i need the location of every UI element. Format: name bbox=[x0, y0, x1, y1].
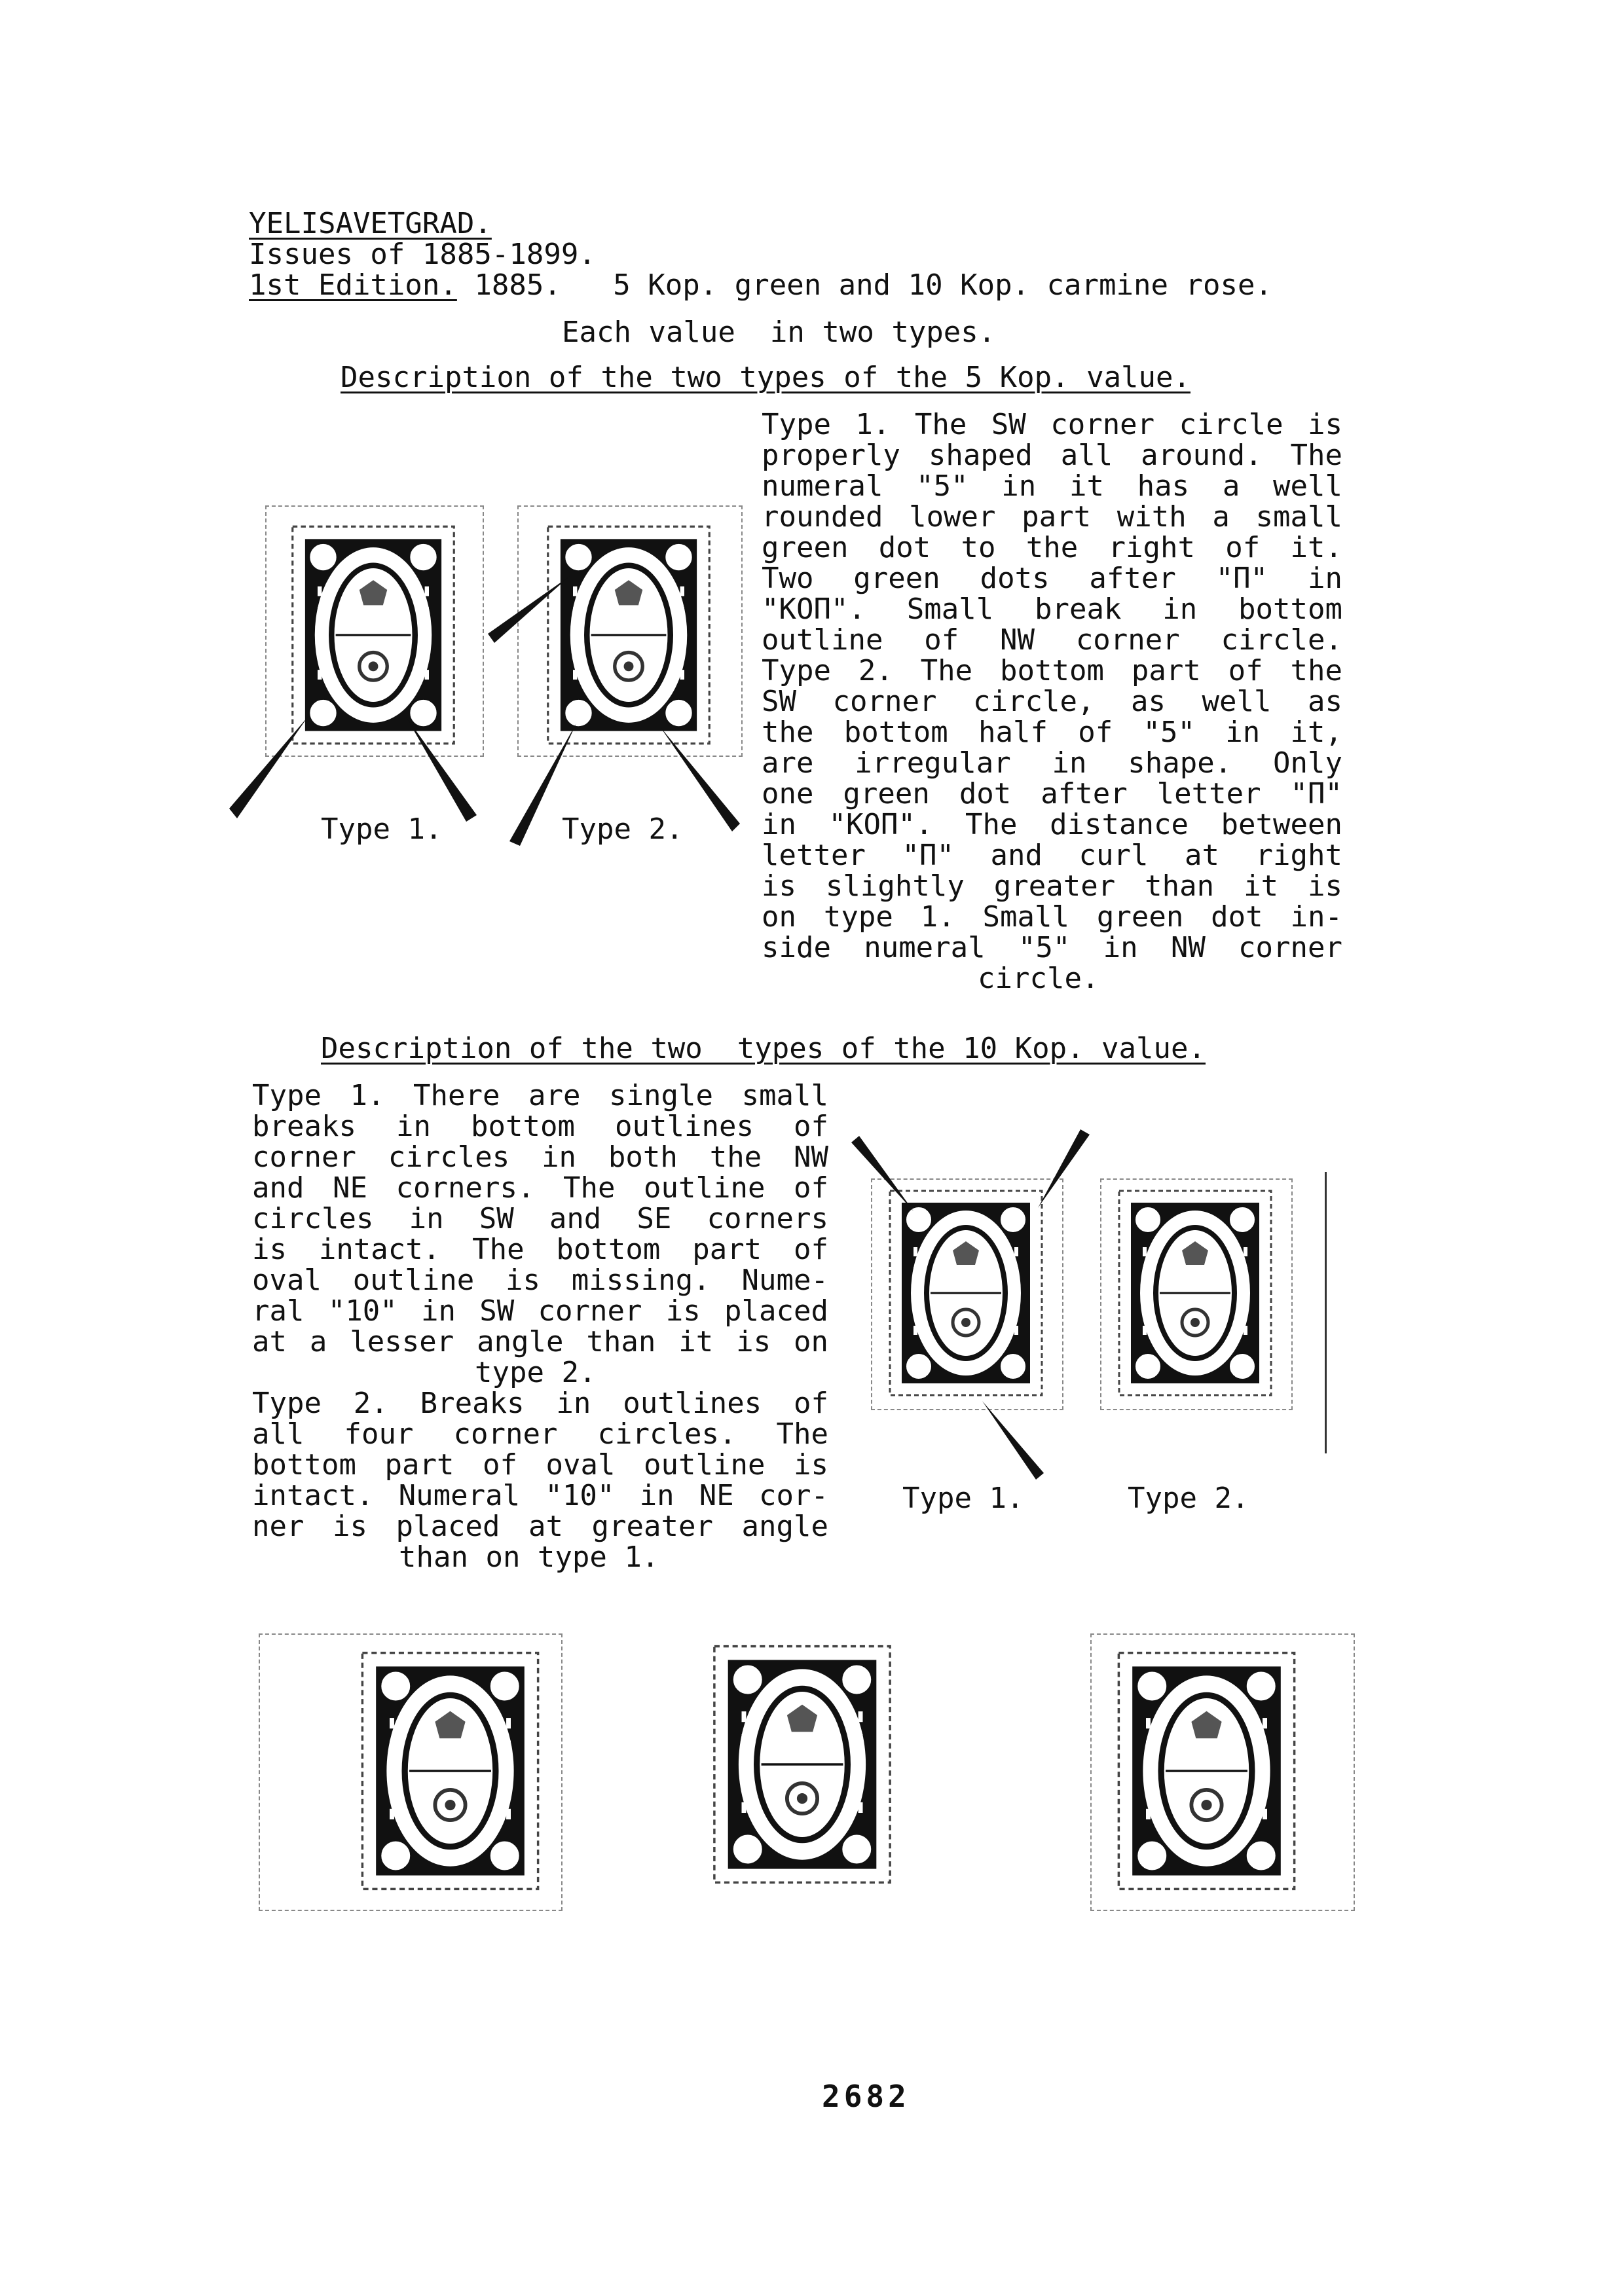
description-line: ral "10" in SW corner is placed bbox=[252, 1294, 828, 1328]
description-line: numeral "5" in it has a well bbox=[762, 469, 1342, 503]
description-line: Type 2. The bottom part of the bbox=[762, 654, 1342, 687]
heading-city: YELISAVETGRAD. bbox=[249, 207, 492, 240]
section-5kop-last-line: circle. bbox=[978, 962, 1099, 995]
heading-each-value: Each value in two types. bbox=[562, 316, 996, 349]
description-line: breaks in bottom outlines of bbox=[252, 1110, 828, 1143]
description-line: Type 2. Breaks in outlines of bbox=[252, 1387, 828, 1420]
label-10kop-type2: Type 2. bbox=[1128, 1482, 1249, 1515]
heading-edition-rest: 1885. 5 Kop. green and 10 Kop. carmine rose. bbox=[456, 268, 1272, 302]
description-line: circles in SW and SE corners bbox=[252, 1202, 828, 1235]
section-5kop-title: Description of the two types of the 5 Kop. value. bbox=[341, 361, 1191, 394]
label-5kop-type2: Type 2. bbox=[562, 812, 684, 846]
description-line: are irregular in shape. Only bbox=[762, 746, 1342, 780]
heading-issues: Issues of 1885-1899. bbox=[249, 238, 596, 271]
description-line: intact. Numeral "10" in NE cor- bbox=[252, 1479, 828, 1512]
description-line: side numeral "5" in NW corner bbox=[762, 931, 1342, 964]
page-number: 2682 bbox=[822, 2079, 910, 2114]
description-line: oval outline is missing. Nume- bbox=[252, 1264, 828, 1297]
pointer-5kop-type2-right bbox=[660, 727, 740, 831]
pointer-10kop-nw bbox=[851, 1136, 913, 1211]
description-line: one green dot after letter "П" bbox=[762, 777, 1342, 811]
description-line: at a lesser angle than it is on bbox=[252, 1325, 828, 1358]
label-10kop-type1: Type 1. bbox=[902, 1482, 1024, 1515]
description-line: bottom part of oval outline is bbox=[252, 1448, 828, 1482]
pointer-5kop-type1-right bbox=[406, 717, 477, 822]
description-line: on type 1. Small green dot in- bbox=[762, 900, 1342, 934]
description-line: in "КОП". The distance between bbox=[762, 808, 1342, 841]
pointer-5kop-type2-top bbox=[488, 576, 570, 643]
description-line: letter "П" and curl at right bbox=[762, 839, 1342, 872]
section-10kop-title: Description of the two types of the 10 Kop. value. bbox=[321, 1032, 1206, 1065]
description-line: Type 1. The SW corner circle is bbox=[762, 408, 1342, 441]
heading-edition: 1st Edition. bbox=[249, 268, 457, 302]
pointer-5kop-type1-left bbox=[229, 717, 308, 818]
description-line: green dot to the right of it. bbox=[762, 531, 1342, 564]
pointer-10kop-ne bbox=[1038, 1129, 1090, 1208]
section-10kop-mid-line: type 2. bbox=[475, 1356, 597, 1389]
pointer-5kop-type2-left bbox=[509, 723, 576, 846]
description-line: and NE corners. The outline of bbox=[252, 1171, 828, 1205]
description-line: the bottom half of "5" in it, bbox=[762, 716, 1342, 749]
description-line: rounded lower part with a small bbox=[762, 500, 1342, 534]
description-line: Type 1. There are single small bbox=[252, 1079, 828, 1112]
description-line: is slightly greater than it is bbox=[762, 869, 1342, 903]
description-line: is intact. The bottom part of bbox=[252, 1233, 828, 1266]
description-line: "КОП". Small break in bottom bbox=[762, 592, 1342, 626]
description-line: properly shaped all around. The bbox=[762, 439, 1342, 472]
description-line: SW corner circle, as well as bbox=[762, 685, 1342, 718]
description-line: corner circles in both the NW bbox=[252, 1140, 828, 1174]
section-10kop-last-line: than on type 1. bbox=[399, 1540, 659, 1574]
label-5kop-type1: Type 1. bbox=[321, 812, 443, 846]
description-line: all four corner circles. The bbox=[252, 1417, 828, 1451]
description-line: outline of NW corner circle. bbox=[762, 623, 1342, 657]
description-line: ner is placed at greater angle bbox=[252, 1510, 828, 1543]
description-line: Two green dots after "П" in bbox=[762, 562, 1342, 595]
pointer-10kop-bottom bbox=[982, 1401, 1044, 1480]
